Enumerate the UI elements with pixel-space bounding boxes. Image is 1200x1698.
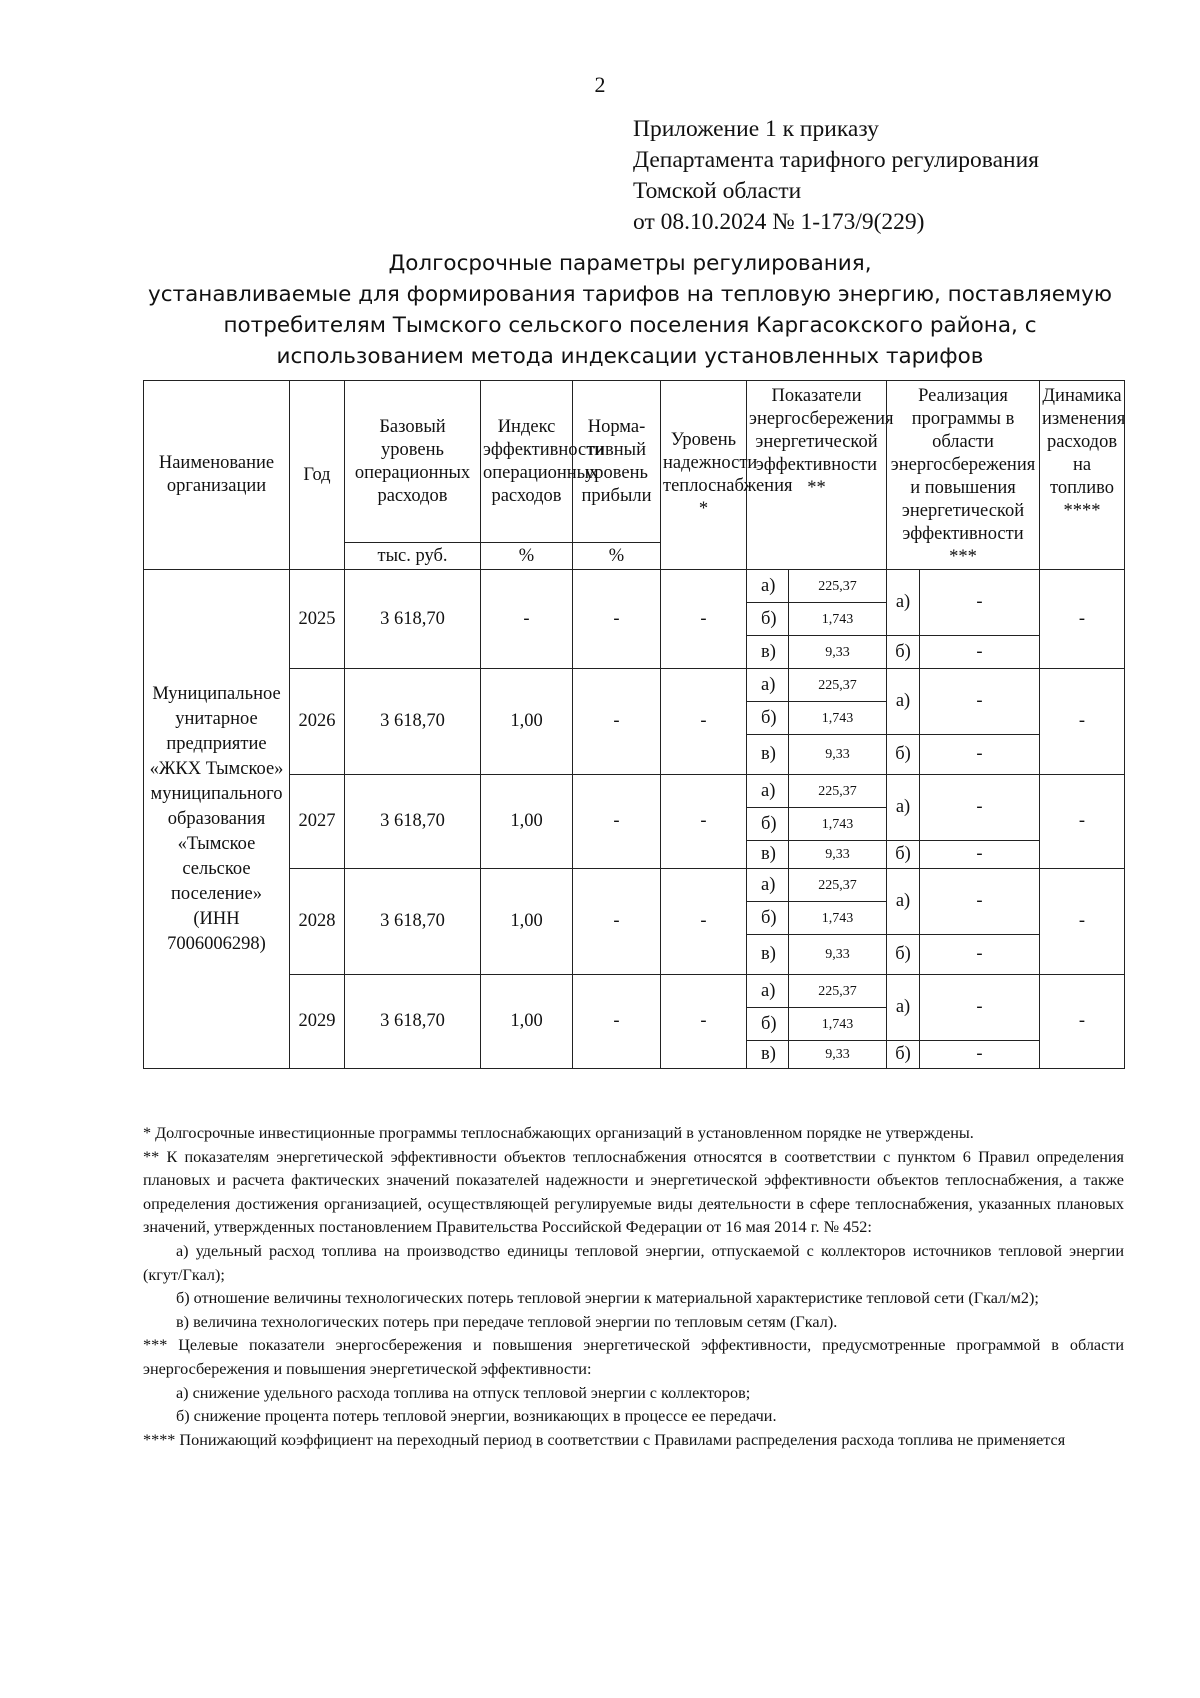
cell-reliability: - (661, 869, 747, 975)
label-v: в) (747, 636, 789, 669)
cell-index: 1,00 (481, 975, 573, 1069)
cell-energy-a: 225,37 (789, 975, 887, 1008)
cell-program-a: - (920, 775, 1040, 841)
unit-index: % (481, 543, 573, 570)
cell-index: 1,00 (481, 775, 573, 869)
label-a: а) (747, 570, 789, 603)
footnote-1: * Долгосрочные инвестиционные программы теплоснабжающих организаций в установленном порядке не утверждены. (143, 1124, 974, 1142)
cell-norm: - (573, 975, 661, 1069)
cell-energy-v: 9,33 (789, 636, 887, 669)
cell-energy-v: 9,33 (789, 735, 887, 775)
header-reliability: Уровень надежности теплоснабжения * (661, 381, 747, 570)
label-b: б) (747, 808, 789, 841)
cell-program-b: - (920, 735, 1040, 775)
appendix-line-4: от 08.10.2024 № 1-173/9(229) (633, 209, 925, 235)
cell-reliability: - (661, 570, 747, 669)
label-v: в) (747, 1041, 789, 1069)
parameters-table (143, 380, 1125, 1069)
label-prog-a: а) (887, 570, 920, 636)
label-prog-b: б) (887, 935, 920, 975)
footnote-3a: а) снижение удельного расхода топлива на отпуск тепловой энергии с коллекторов; (176, 1383, 751, 1402)
header-dynamics: Динамика изменения расходов на топливо **** (1040, 381, 1125, 570)
table-row (144, 570, 1125, 603)
page-number: 2 (594, 72, 606, 97)
appendix-line-1: Приложение 1 к приказу (633, 116, 879, 142)
cell-dynamics: - (1040, 975, 1125, 1069)
cell-program-a: - (920, 975, 1040, 1041)
unit-base: тыс. руб. (345, 543, 481, 570)
cell-norm: - (573, 669, 661, 775)
header-org: Наименование организации (144, 381, 290, 570)
cell-index: 1,00 (481, 669, 573, 775)
cell-program-b: - (920, 636, 1040, 669)
cell-year: 2029 (290, 975, 345, 1069)
label-a: а) (747, 775, 789, 808)
table-row (144, 669, 1125, 702)
label-b: б) (747, 902, 789, 935)
cell-base: 3 618,70 (345, 869, 481, 975)
label-v: в) (747, 841, 789, 869)
table-row (144, 775, 1125, 808)
header-program: Реализация программы в области энергосбережения и повышения энергетической эффективности *** (887, 381, 1040, 570)
cell-energy-a: 225,37 (789, 669, 887, 702)
label-prog-a: а) (887, 669, 920, 735)
cell-energy-a: 225,37 (789, 869, 887, 902)
cell-energy-b: 1,743 (789, 808, 887, 841)
cell-norm: - (573, 869, 661, 975)
appendix-line-3: Томской области (633, 178, 802, 204)
appendix-line-2: Департамента тарифного регулирования (633, 147, 1039, 173)
header-index: Индекс эффективности операционных расходов (481, 381, 573, 543)
cell-program-a: - (920, 669, 1040, 735)
footnote-3: *** Целевые показатели энергосбережения и повышения энергетической эффективности, предусмотренные программой в области энергосбережения и повышения энергетической эффективности: (143, 1336, 1124, 1378)
header-norm: Норма-тивный уровень прибыли (573, 381, 661, 543)
cell-energy-v: 9,33 (789, 935, 887, 975)
cell-energy-a: 225,37 (789, 775, 887, 808)
label-prog-b: б) (887, 841, 920, 869)
cell-base: 3 618,70 (345, 570, 481, 669)
cell-program-b: - (920, 935, 1040, 975)
header-year: Год (290, 381, 345, 570)
cell-reliability: - (661, 975, 747, 1069)
title-line-2: устанавливаемые для формирования тарифов на тепловую энергию, поставляемую (148, 282, 1112, 307)
label-v: в) (747, 735, 789, 775)
label-prog-b: б) (887, 735, 920, 775)
cell-energy-b: 1,743 (789, 1008, 887, 1041)
footnote-2v: в) величина технологических потерь при передаче тепловой энергии по тепловым сетям (Гкал). (176, 1312, 838, 1331)
cell-energy-v: 9,33 (789, 841, 887, 869)
cell-index: 1,00 (481, 869, 573, 975)
organization-name: Муниципальное унитарное предприятие «ЖКХ Тымское» муниципального образования «Тымское сельское поселение» (ИНН 7006006298) (144, 570, 290, 1069)
cell-index: - (481, 570, 573, 669)
title-line-3: потребителям Тымского сельского поселения Каргасокского района, с (223, 313, 1037, 338)
cell-base: 3 618,70 (345, 669, 481, 775)
label-a: а) (747, 975, 789, 1008)
label-prog-a: а) (887, 975, 920, 1041)
cell-reliability: - (661, 669, 747, 775)
title-line-4: использованием метода индексации установленных тарифов (276, 344, 984, 369)
cell-year: 2027 (290, 775, 345, 869)
document-title (140, 248, 1120, 372)
label-a: а) (747, 669, 789, 702)
title-line-1: Долгосрочные параметры регулирования, (388, 251, 872, 276)
label-prog-b: б) (887, 636, 920, 669)
label-prog-b: б) (887, 1041, 920, 1069)
cell-base: 3 618,70 (345, 975, 481, 1069)
cell-dynamics: - (1040, 669, 1125, 775)
appendix-block (633, 114, 1039, 238)
cell-program-b: - (920, 841, 1040, 869)
table-row (144, 975, 1125, 1008)
cell-base: 3 618,70 (345, 775, 481, 869)
cell-year: 2025 (290, 570, 345, 669)
footnote-2: ** К показателям энергетической эффективности объектов теплоснабжения относятся в соответствии с пунктом 6 Правил определения плановых и расчета фактических значений показателей надежности и энергетической эффективности объектов теплоснабжения, а также определения достижения организацией, осуществляющей регулируемые виды деятельности в сфере теплоснабжения, указанных плановых значений, утвержденных постановлением Правительства Российской Федерации от 16 мая 2014 г. № 452: (143, 1147, 1124, 1237)
unit-norm: % (573, 543, 661, 570)
cell-dynamics: - (1040, 570, 1125, 669)
label-b: б) (747, 1008, 789, 1041)
cell-norm: - (573, 570, 661, 669)
cell-program-a: - (920, 869, 1040, 935)
cell-dynamics: - (1040, 869, 1125, 975)
cell-dynamics: - (1040, 775, 1125, 869)
label-b: б) (747, 702, 789, 735)
cell-program-b: - (920, 1041, 1040, 1069)
header-base: Базовый уровень операционных расходов (345, 381, 481, 543)
cell-energy-v: 9,33 (789, 1041, 887, 1069)
footnote-3b: б) снижение процента потерь тепловой энергии, возникающих в процессе ее передачи. (176, 1407, 777, 1426)
cell-energy-b: 1,743 (789, 603, 887, 636)
cell-program-a: - (920, 570, 1040, 636)
cell-reliability: - (661, 775, 747, 869)
label-b: б) (747, 603, 789, 636)
cell-energy-b: 1,743 (789, 902, 887, 935)
cell-energy-b: 1,743 (789, 702, 887, 735)
cell-norm: - (573, 775, 661, 869)
header-energy: Показатели энергосбережения энергетической эффективности ** (747, 381, 887, 570)
footnote-2b: б) отношение величины технологических потерь тепловой энергии к материальной характеристике тепловой сети (Гкал/м2); (176, 1289, 1039, 1308)
label-prog-a: а) (887, 775, 920, 841)
table-row (144, 869, 1125, 902)
label-v: в) (747, 935, 789, 975)
cell-year: 2028 (290, 869, 345, 975)
label-a: а) (747, 869, 789, 902)
footnotes (143, 1122, 1124, 1452)
cell-year: 2026 (290, 669, 345, 775)
footnote-4: **** Понижающий коэффициент на переходный период в соответствии с Правилами распределения расхода топлива не применяется (143, 1430, 1066, 1449)
label-prog-a: а) (887, 869, 920, 935)
footnote-2a: а) удельный расход топлива на производство единицы тепловой энергии, отпускаемой с коллекторов источников тепловой энергии (кгут/Гкал); (143, 1241, 1124, 1284)
cell-energy-a: 225,37 (789, 570, 887, 603)
